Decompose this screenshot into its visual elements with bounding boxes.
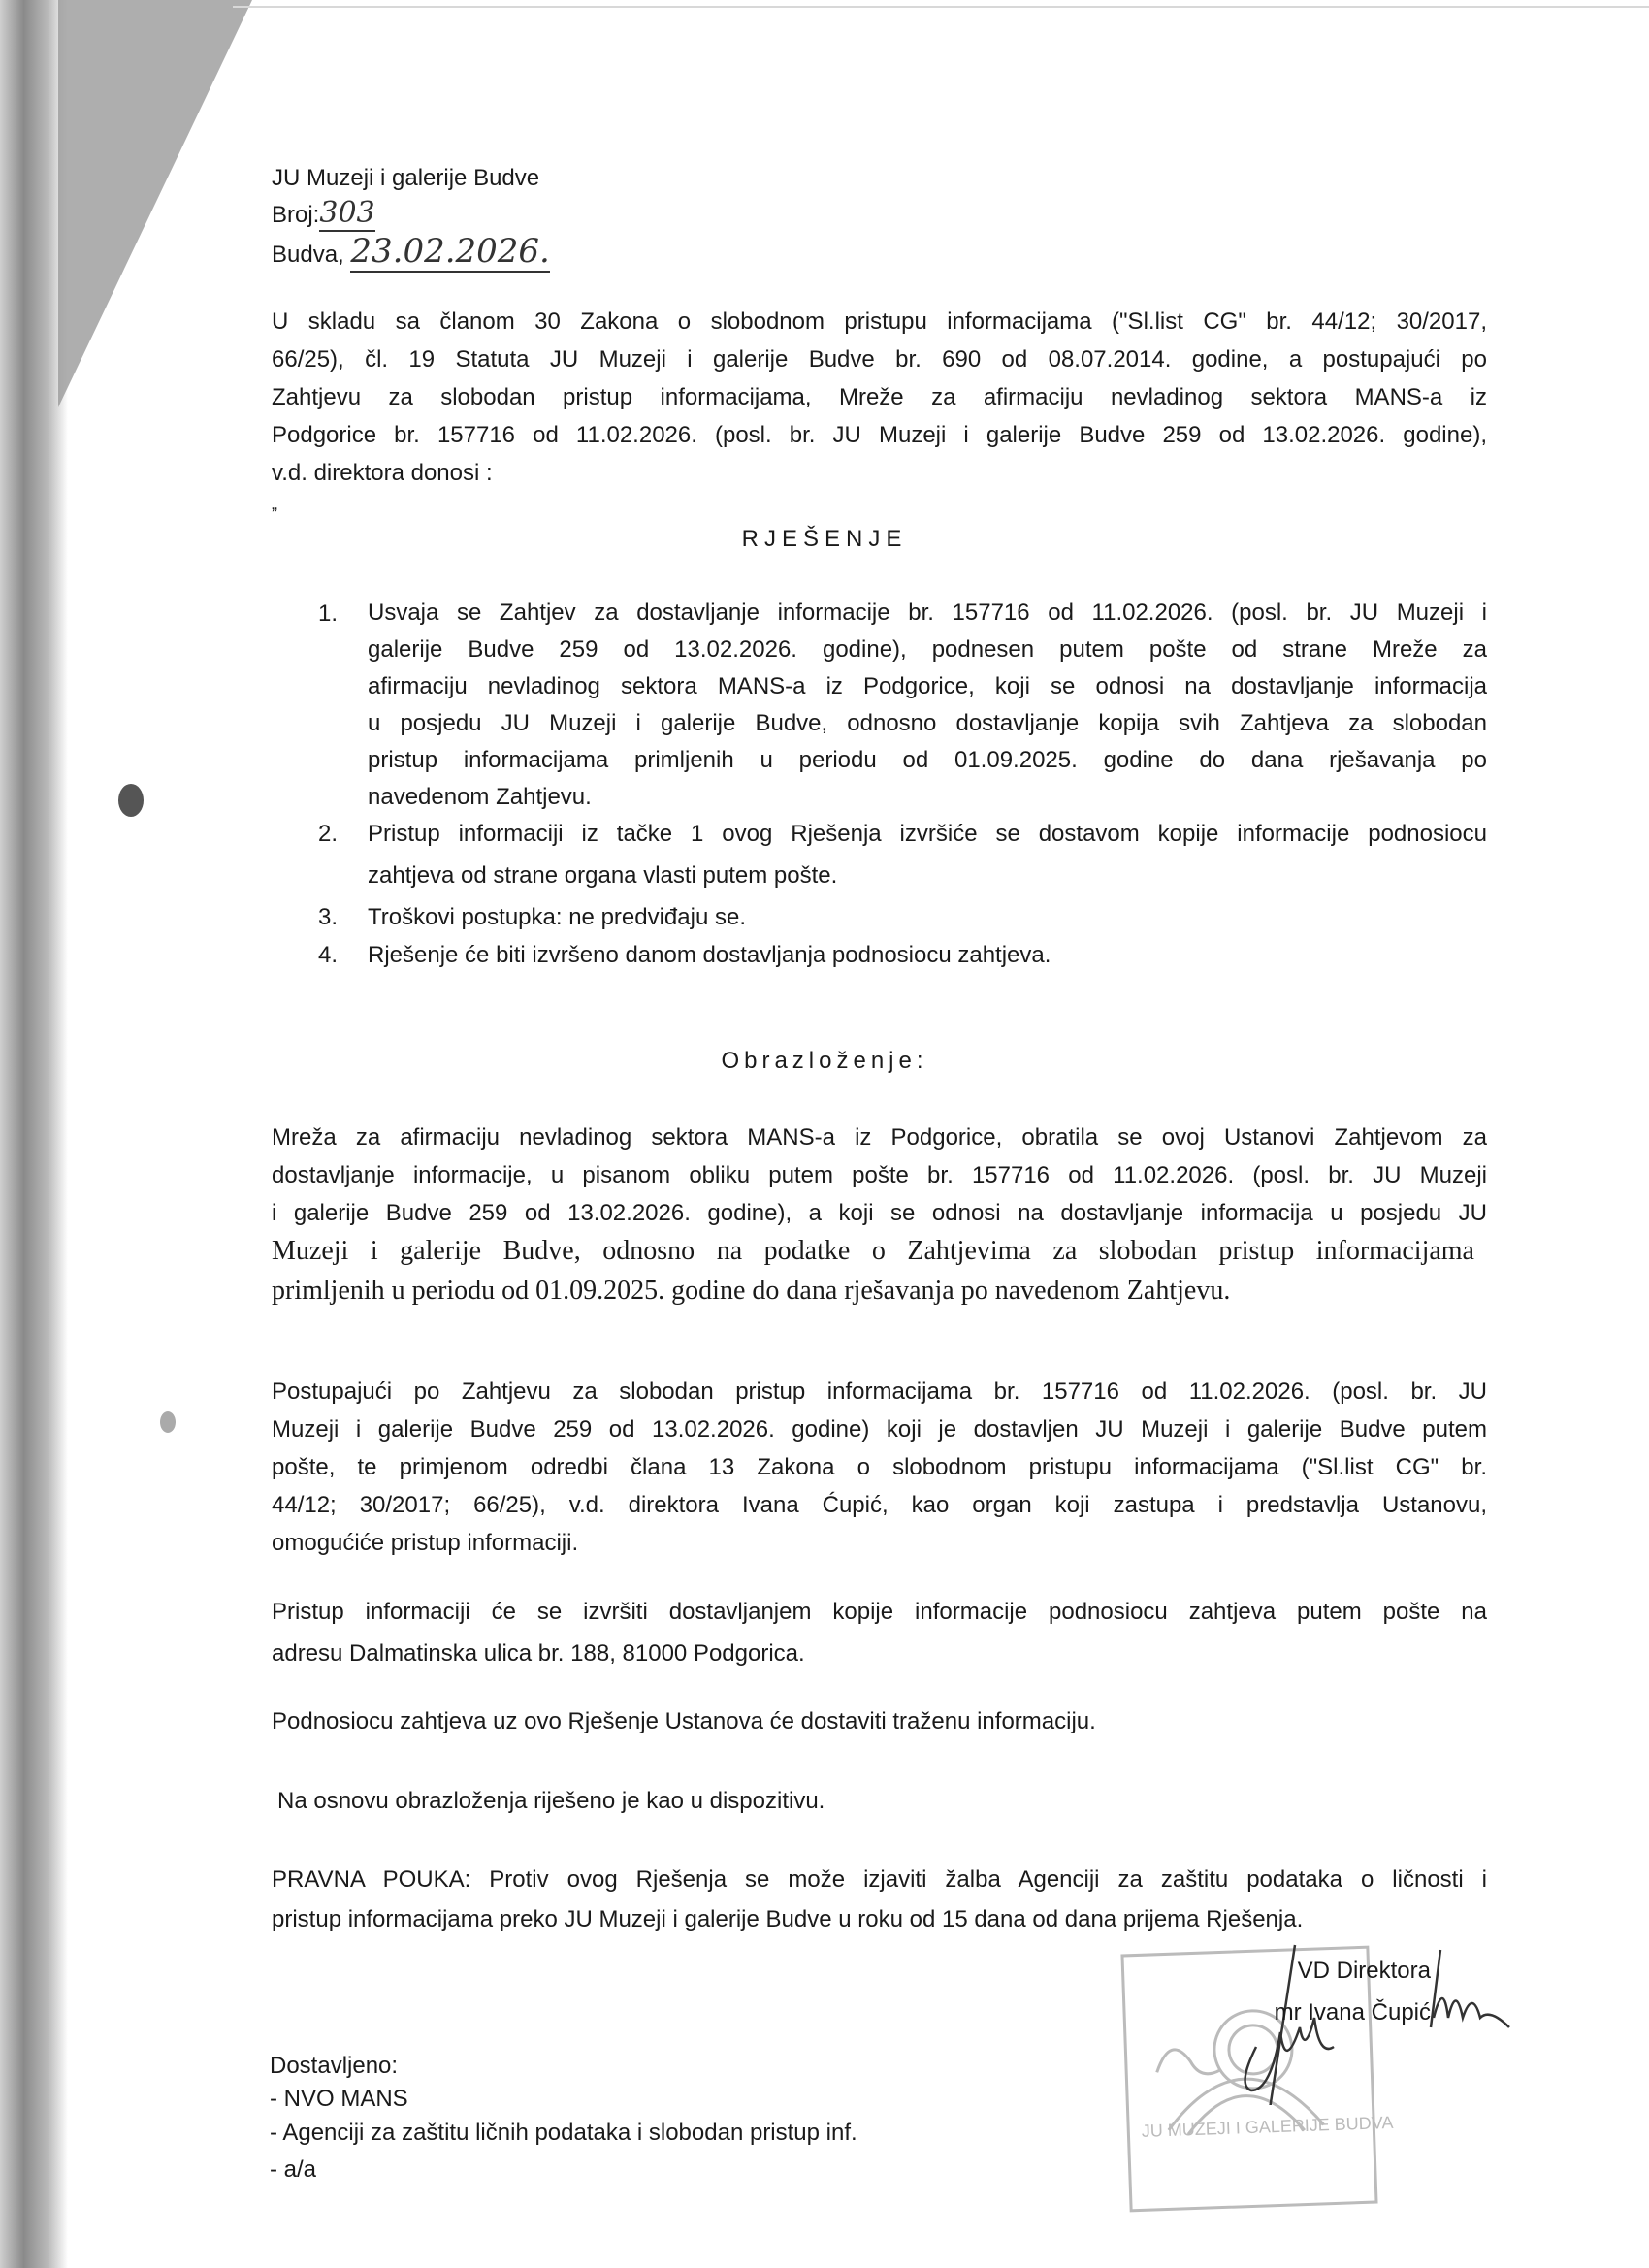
text-line: Postupajući po Zahtjevu za slobodan pristup informacijama br. 157716 od 11.02.2026. (posl. br. JU [272,1378,1487,1405]
decision-item-3 [368,898,1487,936]
punch-hole [160,1411,176,1433]
text-line: zahtjeva od strane organa vlasti putem pošte. [368,862,838,889]
text-line: Mreža za afirmaciju nevladinog sektora MANS-a iz Podgorice, obratila se ovoj Ustanovi Zahtjevom za [272,1124,1487,1150]
text-line: PRAVNA POUKA: Protiv ovog Rješenja se može izjaviti žalba Agenciji za zaštitu podataka o ličnosti i [272,1866,1487,1893]
text-line: afirmaciju nevladinog sektora MANS-a iz Podgorice, koji se odnosi na dostavljanje informacija [368,673,1487,699]
handwritten-number: 303 [319,196,375,230]
text-line: Podgorice br. 157716 od 11.02.2026. (posl. br. JU Muzeji i galerije Budve 259 od 13.02.2026. godine), [272,422,1487,448]
text-line: Rješenje će biti izvršeno danom dostavljanja podnosiocu zahtjeva. [368,942,1051,968]
item-number: 1. [318,600,339,627]
delivered-item: - NVO MANS [270,2086,408,2112]
text-line: i galerije Budve 259 od 13.02.2026. godine), a koji se odnosi na dostavljanje informacija u posjedu JU [272,1200,1487,1226]
text-line: navedenom Zahtjevu. [368,784,592,810]
text-line: v.d. direktora donosi : [272,460,493,486]
place-date: Budva, 23.02.2026. [272,232,550,271]
text-line: u posjedu JU Muzeji i galerije Budve, odnosno dostavljanje kopija svih Zahtjeva za slobodan [368,710,1487,736]
scan-top-edge [233,6,1649,8]
text-line: Usvaja se Zahtjev za dostavljanje informacije br. 157716 od 11.02.2026. (posl. br. JU Muzeji i [368,599,1487,626]
reference-number: Broj:303 [272,196,375,230]
text-line: pristup informacijama preko JU Muzeji i galerije Budve u roku od 15 dana od dana prijema Rješenja. [272,1906,1304,1932]
item-number: 3. [318,904,339,930]
stamp-text: JU MUZEJI I GALERIJE BUDVA [1141,2112,1394,2141]
text-line: 44/12; 30/2017; 66/25), v.d. direktora Ivana Ćupić, kao organ koji zastupa i predstavlja Ustanovu, [272,1492,1487,1518]
item-number: 4. [318,942,339,968]
text-line: Pristup informaciji će se izvršiti dostavljanjem kopije informacije podnosiocu zahtjeva putem pošte na [272,1599,1487,1625]
reasoning-title: Obrazloženje: [721,1048,928,1074]
signatory-role: VD Direktora [1297,1958,1431,1984]
decision-title: RJEŠENJE [741,526,908,552]
reasoning-paragraph-4: Podnosiocu zahtjeva uz ovo Rješenje Ustanova će dostaviti traženu informaciju. [272,1708,1096,1734]
text-line: U skladu sa članom 30 Zakona o slobodnom pristupu informacijama ("Sl.list CG" br. 44/12; 30/2017, [272,308,1487,335]
delivered-label: Dostavljeno: [270,2053,399,2079]
reasoning-paragraph-3 [272,1590,1487,1672]
text-line: Muzeji i galerije Budve 259 od 13.02.2026. godine) koji je dostavljen JU Muzeji i galerije Budve putem [272,1416,1487,1442]
text-line: Troškovi postupka: ne predviđaju se. [368,904,746,930]
delivered-item: - a/a [270,2156,317,2183]
decision-item-4 [368,936,1487,974]
text-line: Pristup informaciji iz tačke 1 ovog Rješenja izvršiće se dostavom kopije informacije podnosiocu [368,821,1487,847]
signatory-name: mr Ivana Čupić [1274,1999,1431,2025]
handwritten-date: 23.02.2026. [350,232,550,271]
text-line: Zahtjevu za slobodan pristup informacijama, Mreže za afirmaciju nevladinog sektora MANS-a iz [272,384,1487,410]
text-line: 66/25), čl. 19 Statuta JU Muzeji i galerije Budve br. 690 od 08.07.2014. godine, a postupajući po [272,346,1487,373]
text-line: galerije Budve 259 od 13.02.2026. godine), podnesen putem pošte od strane Mreže za [368,636,1487,663]
text-line: omogućiće pristup informaciji. [272,1530,579,1556]
reasoning-paragraph-1 [272,1118,1487,1312]
legal-remedy [272,1859,1487,1938]
reasoning-paragraph-2 [272,1373,1487,1562]
institution-name: JU Muzeji i galerije Budve [272,165,540,191]
text-line: pošte, te primjenom odredbi člana 13 Zakona o slobodnom pristupu informacijama ("Sl.list CG" br. [272,1454,1487,1480]
scan-corner-shadow [58,0,252,407]
text-line: primljenih u periodu od 01.09.2025. godine do dana rješavanja po navedenom Zahtjevu. [272,1276,1231,1306]
text-line: dostavljanje informacije, u pisanom obliku putem pošte br. 157716 od 11.02.2026. (posl. br. JU Muzeji [272,1162,1487,1188]
decision-item-2 [368,815,1487,894]
item-number: 2. [318,821,339,847]
punch-hole [118,784,144,817]
text-line: Muzeji i galerije Budve, odnosno na podatke o Zahtjevima za slobodan pristup informacijama [272,1236,1474,1266]
decision-item-1 [368,595,1487,816]
stray-mark: „ [272,494,277,513]
text-line: pristup informacijama primljenih u periodu od 01.09.2025. godine do dana rješavanja po [368,747,1487,773]
reasoning-paragraph-5: Na osnovu obrazloženja riješeno je kao u dispozitivu. [277,1788,825,1814]
intro-paragraph [272,303,1487,492]
text-line: adresu Dalmatinska ulica br. 188, 81000 Podgorica. [272,1640,805,1667]
delivered-item: - Agenciji za zaštitu ličnih podataka i slobodan pristup inf. [270,2120,857,2146]
